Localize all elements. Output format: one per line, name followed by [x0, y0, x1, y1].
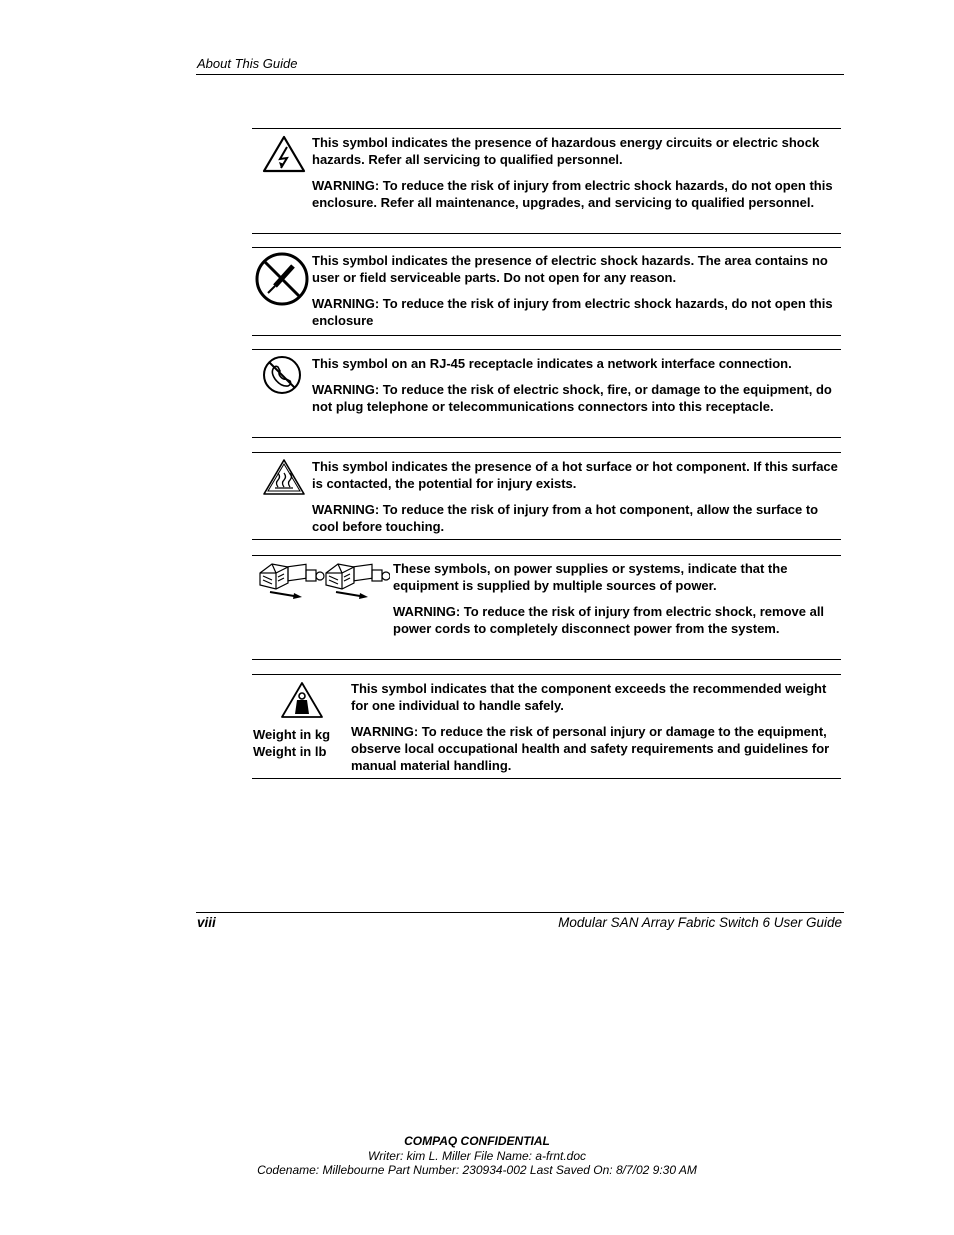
symbol-description: This symbol indicates the presence of electric shock hazards. The area contains no user or field serviceable parts. Do not open for any reason. — [312, 253, 828, 285]
symbol-warning: WARNING: To reduce the risk of injury from electric shock, remove all power cords to completely disconnect power from the system. — [393, 604, 825, 636]
confidential-codename-line: Codename: Millebourne Part Number: 230934-002 Last Saved On: 8/7/02 9:30 AM — [257, 1163, 697, 1177]
page-number: viii — [197, 915, 216, 930]
symbol-description: This symbol indicates the presence of hazardous energy circuits or electric shock hazards. Refer all servicing to qualified personnel. — [312, 135, 820, 167]
symbol-box-no-service — [252, 247, 841, 336]
electric-shock-warning-icon — [262, 134, 306, 174]
symbol-description: This symbol on an RJ-45 receptacle indicates a network interface connection. — [312, 356, 792, 371]
symbol-warning: WARNING: To reduce the risk of personal injury or damage to the equipment, observe local occupational health and safety requirements and guidelines for manual material handling. — [351, 724, 830, 773]
confidential-writer-line: Writer: kim L. Miller File Name: a-frnt.doc — [367, 1149, 587, 1163]
symbol-description: These symbols, on power supplies or systems, indicate that the equipment is supplied by multiple sources of power. — [393, 561, 788, 593]
heavy-weight-icon — [280, 680, 324, 720]
footer-rule — [196, 912, 844, 913]
weight-kg-label: Weight in kg — [253, 727, 331, 742]
symbol-warning: WARNING: To reduce the risk of injury from electric shock hazards, do not open this enclosure — [312, 296, 833, 328]
symbol-warning: WARNING: To reduce the risk of injury from a hot component, allow the surface to cool before touching. — [312, 502, 819, 534]
symbol-box-heavy-weight — [252, 674, 841, 779]
symbol-box-multiple-power — [252, 555, 841, 660]
symbol-box-hot-surface — [252, 452, 841, 540]
symbol-description: This symbol indicates that the component exceeds the recommended weight for one individual to handle safely. — [351, 681, 827, 713]
running-header: About This Guide — [197, 56, 298, 71]
weight-lb-label: Weight in lb — [253, 744, 327, 759]
no-service-screwdriver-icon — [255, 252, 309, 306]
symbol-box-electric-shock — [252, 128, 841, 234]
symbol-warning: WARNING: To reduce the risk of injury from electric shock hazards, do not open this enclosure. Refer all maintenance, upgrades, and servicing to qualified personnel. — [312, 178, 833, 210]
symbol-box-rj45 — [252, 349, 841, 438]
symbol-description: This symbol indicates the presence of a hot surface or hot component. If this surface is contacted, the potential for injury exists. — [312, 459, 838, 491]
multiple-power-sources-icon — [258, 559, 390, 601]
confidential-title: COMPAQ CONFIDENTIAL — [404, 1134, 550, 1148]
hot-surface-icon — [262, 457, 306, 497]
no-telephone-icon — [262, 355, 302, 395]
header-rule — [196, 74, 844, 75]
guide-title: Modular SAN Array Fabric Switch 6 User Guide — [558, 915, 842, 930]
symbol-warning: WARNING: To reduce the risk of electric shock, fire, or damage to the equipment, do not plug telephone or telecommunications connectors into this receptacle. — [312, 382, 832, 414]
